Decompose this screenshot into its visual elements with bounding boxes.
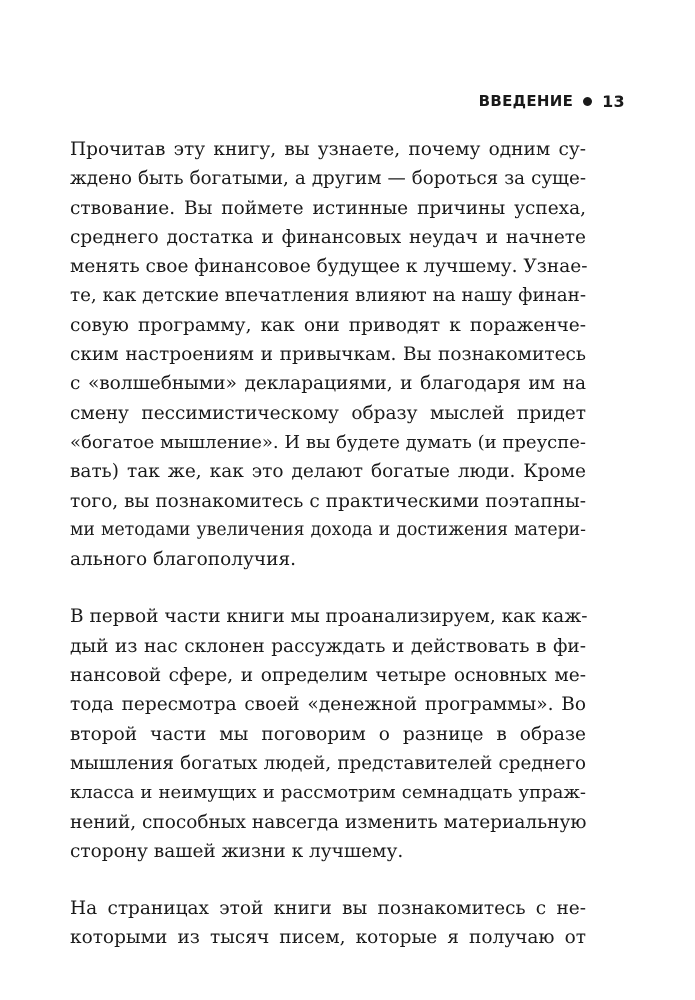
text-line: Прочитав эту книгу, вы узнаете, почему одним су- bbox=[70, 139, 586, 160]
text-line: второй части мы поговорим о разнице в образе bbox=[70, 723, 586, 745]
body-text bbox=[70, 135, 586, 981]
text-line: класса и неимущих и рассмотрим семнадцать упраж- bbox=[70, 782, 586, 804]
text-line: среднего достатка и финансовых неудач и начнете bbox=[70, 226, 586, 248]
text-line: совую программу, как они приводят к пораженче- bbox=[70, 314, 586, 336]
section-title: ВВЕДЕНИЕ bbox=[478, 92, 574, 110]
text-line: ального благополучия. bbox=[70, 549, 297, 571]
text-line: В первой части книги мы проанализируем, как каж- bbox=[70, 606, 588, 628]
text-line: ским настроениям и привычкам. Вы познакомитесь bbox=[70, 344, 586, 366]
text-line: которыми из тысяч писем, которые я получаю от bbox=[70, 927, 586, 949]
text-line: ствование. Вы поймете истинные причины успеха, bbox=[70, 197, 586, 219]
text-line: смену пессимистическому образу мыслей придет bbox=[70, 402, 586, 424]
text-line: мышления богатых людей, представителей среднего bbox=[70, 752, 586, 774]
text-line: с «волшебными» декларациями, и благодаря им на bbox=[70, 373, 586, 395]
text-line: вать) так же, как это делают богатые люди. Кроме bbox=[70, 461, 586, 483]
text-line: того, вы познакомитесь с практическими поэтапны- bbox=[70, 490, 586, 512]
text-line: тода пересмотра своей «денежной программы». Во bbox=[70, 694, 586, 716]
page-number: 13 bbox=[602, 91, 625, 111]
text-line: нансовой сфере, и определим четыре основных ме- bbox=[70, 665, 586, 687]
text-line: те, как детские впечатления влияют на нашу финан- bbox=[70, 285, 586, 307]
running-header bbox=[479, 90, 625, 112]
text-line: ждено быть богатыми, а другим — бороться за суще- bbox=[70, 168, 586, 190]
text-line: ми методами увеличения дохода и достижения матери- bbox=[70, 519, 586, 540]
text-line: менять свое финансовое будущее к лучшему. Узнае- bbox=[70, 256, 588, 278]
text-line: нений, способных навсегда изменить материальную bbox=[70, 811, 587, 833]
text-line: дый из нас склонен рассуждать и действовать в фи- bbox=[70, 635, 586, 657]
text-line: На страницах этой книги вы познакомитесь с не- bbox=[70, 898, 586, 920]
text-line: «богатое мышление». И вы будете думать (и преуспе- bbox=[70, 431, 586, 453]
paragraph-3 bbox=[70, 894, 586, 953]
text-line: сторону вашей жизни к лучшему. bbox=[70, 840, 404, 862]
paragraph-2 bbox=[70, 602, 586, 866]
paragraph-1 bbox=[70, 135, 586, 574]
bullet-separator-icon bbox=[583, 97, 592, 106]
